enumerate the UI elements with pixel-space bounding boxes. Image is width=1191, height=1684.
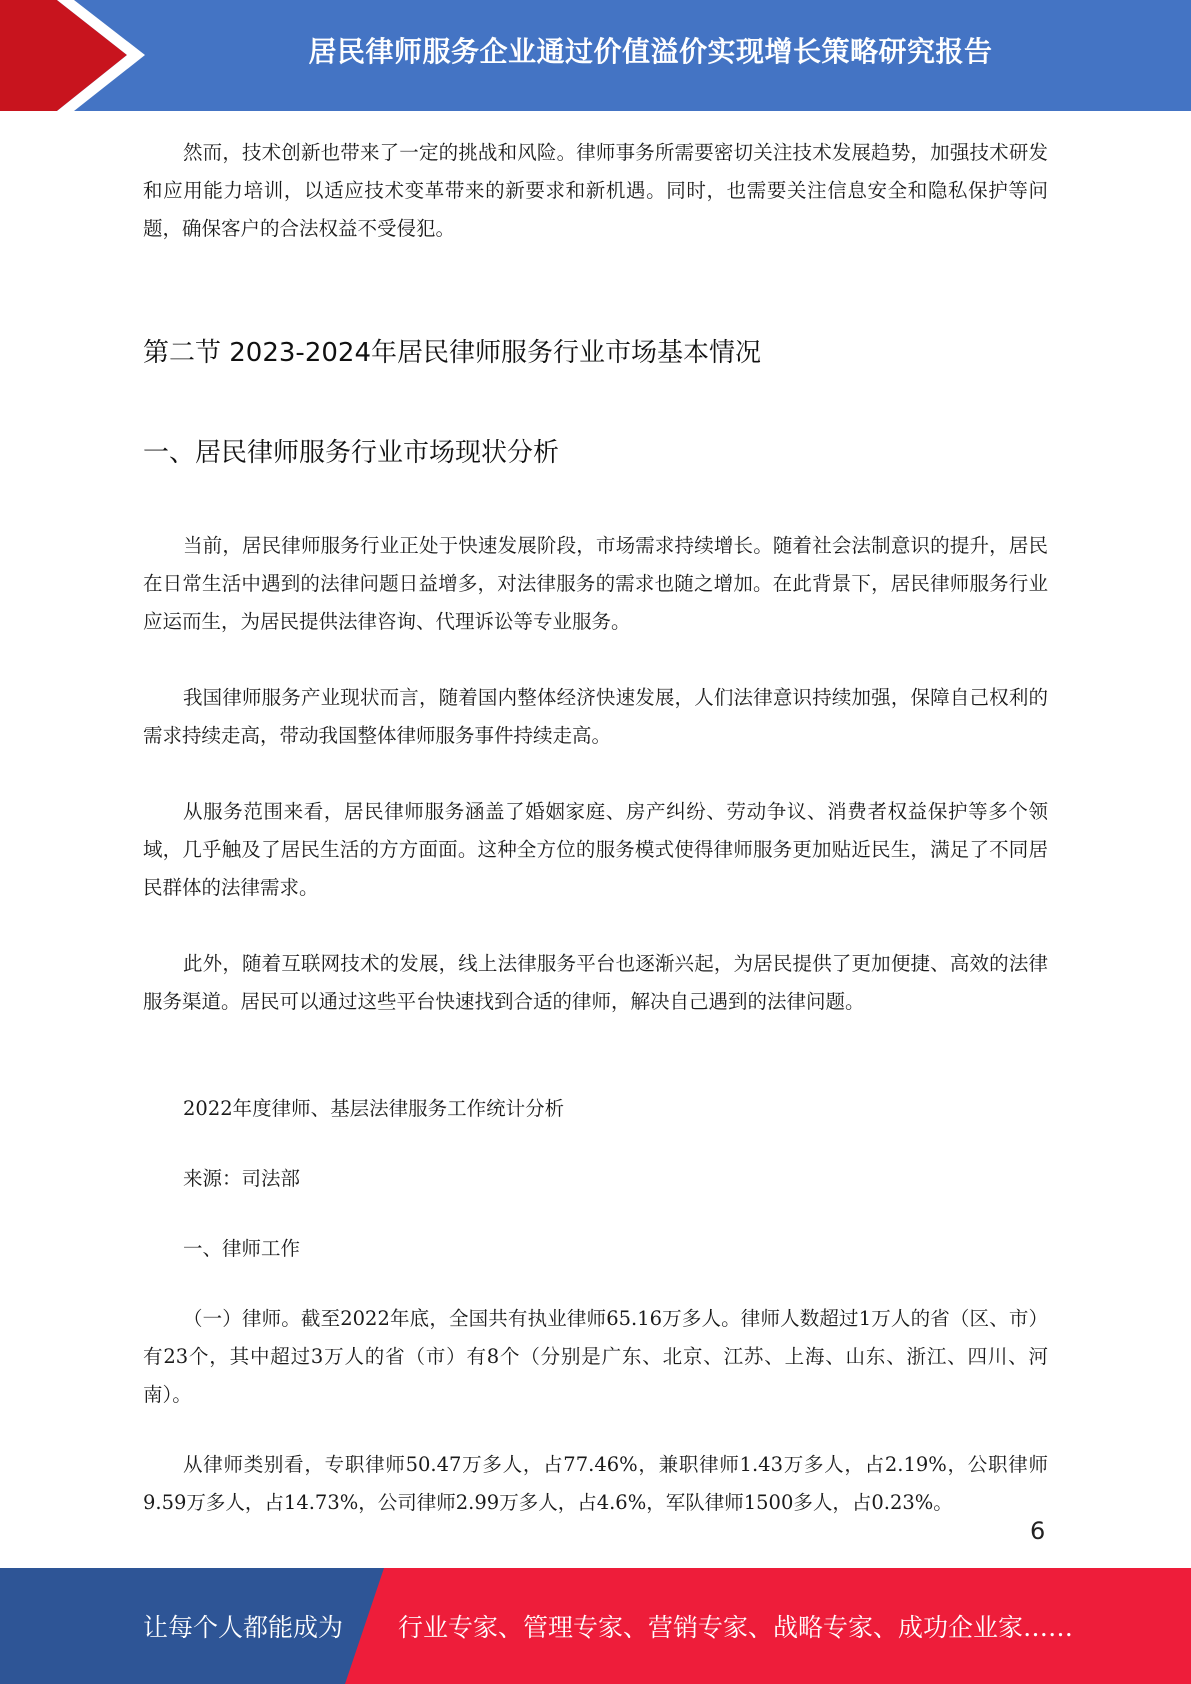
- paragraph-service-scope: 从服务范围来看，居民律师服务涵盖了婚姻家庭、房产纠纷、劳动争议、消费者权益保护等多个领域，几乎触及了居民生活的方方面面。这种全方位的服务模式使得律师服务更加贴近民生，满足了不同居民群体的法律需求。: [143, 800, 1048, 899]
- stats-source: 来源：司法部: [183, 1167, 301, 1190]
- footer-banner: [0, 1568, 1191, 1684]
- intro-paragraph: 然而，技术创新也带来了一定的挑战和风险。律师事务所需要密切关注技术发展趋势，加强技术研发和应用能力培训，以适应技术变革带来的新要求和新机遇。同时，也需要关注信息安全和隐私保护等问题，确保客户的合法权益不受侵犯。: [143, 141, 1048, 240]
- statistics-block: [143, 1090, 1048, 1522]
- header-banner: [0, 0, 1191, 111]
- paragraph-current-state: 当前，居民律师服务行业正处于快速发展阶段，市场需求持续增长。随着社会法制意识的提升，居民在日常生活中遇到的法律问题日益增多，对法律服务的需求也随之增加。在此背景下，居民律师服务行业应运而生，为居民提供法律咨询、代理诉讼等专业服务。: [143, 534, 1048, 633]
- stats-paragraph-lawyers: （一）律师。截至2022年底，全国共有执业律师65.16万多人。律师人数超过1万人的省（区、市）有23个，其中超过3万人的省（市）有8个（分别是广东、北京、江苏、上海、山东、浙江、四川、河南）。: [143, 1307, 1048, 1406]
- footer-slogan-right: 行业专家、管理专家、营销专家、战略专家、成功企业家……: [398, 1613, 1074, 1642]
- analysis-paragraphs: [143, 527, 1048, 1021]
- footer-slogan-left: 让每个人都能成为: [143, 1613, 344, 1642]
- stats-paragraph-lawyer-types: 从律师类别看，专职律师50.47万多人，占77.46%，兼职律师1.43万多人，占2.19%，公职律师9.59万多人，占14.73%，公司律师2.99万多人，占4.6%，军队律师1500多人，占0.23%。: [143, 1453, 1048, 1514]
- document-title: 居民律师服务企业通过价值溢价实现增长策略研究报告: [308, 35, 993, 68]
- paragraph-online-platforms: 此外，随着互联网技术的发展，线上法律服务平台也逐渐兴起，为居民提供了更加便捷、高效的法律服务渠道。居民可以通过这些平台快速找到合适的律师，解决自己遇到的法律问题。: [143, 952, 1048, 1013]
- stats-heading: 一、律师工作: [183, 1237, 301, 1260]
- section-title: 第二节 2023-2024年居民律师服务行业市场基本情况: [143, 338, 761, 368]
- page-number: 6: [1030, 1517, 1046, 1545]
- intro-block: [143, 134, 1048, 248]
- subsection-title: 一、居民律师服务行业市场现状分析: [143, 438, 560, 468]
- paragraph-industry-status: 我国律师服务产业现状而言，随着国内整体经济快速发展，人们法律意识持续加强，保障自己权利的需求持续走高，带动我国整体律师服务事件持续走高。: [143, 686, 1048, 747]
- stats-title: 2022年度律师、基层法律服务工作统计分析: [183, 1097, 565, 1120]
